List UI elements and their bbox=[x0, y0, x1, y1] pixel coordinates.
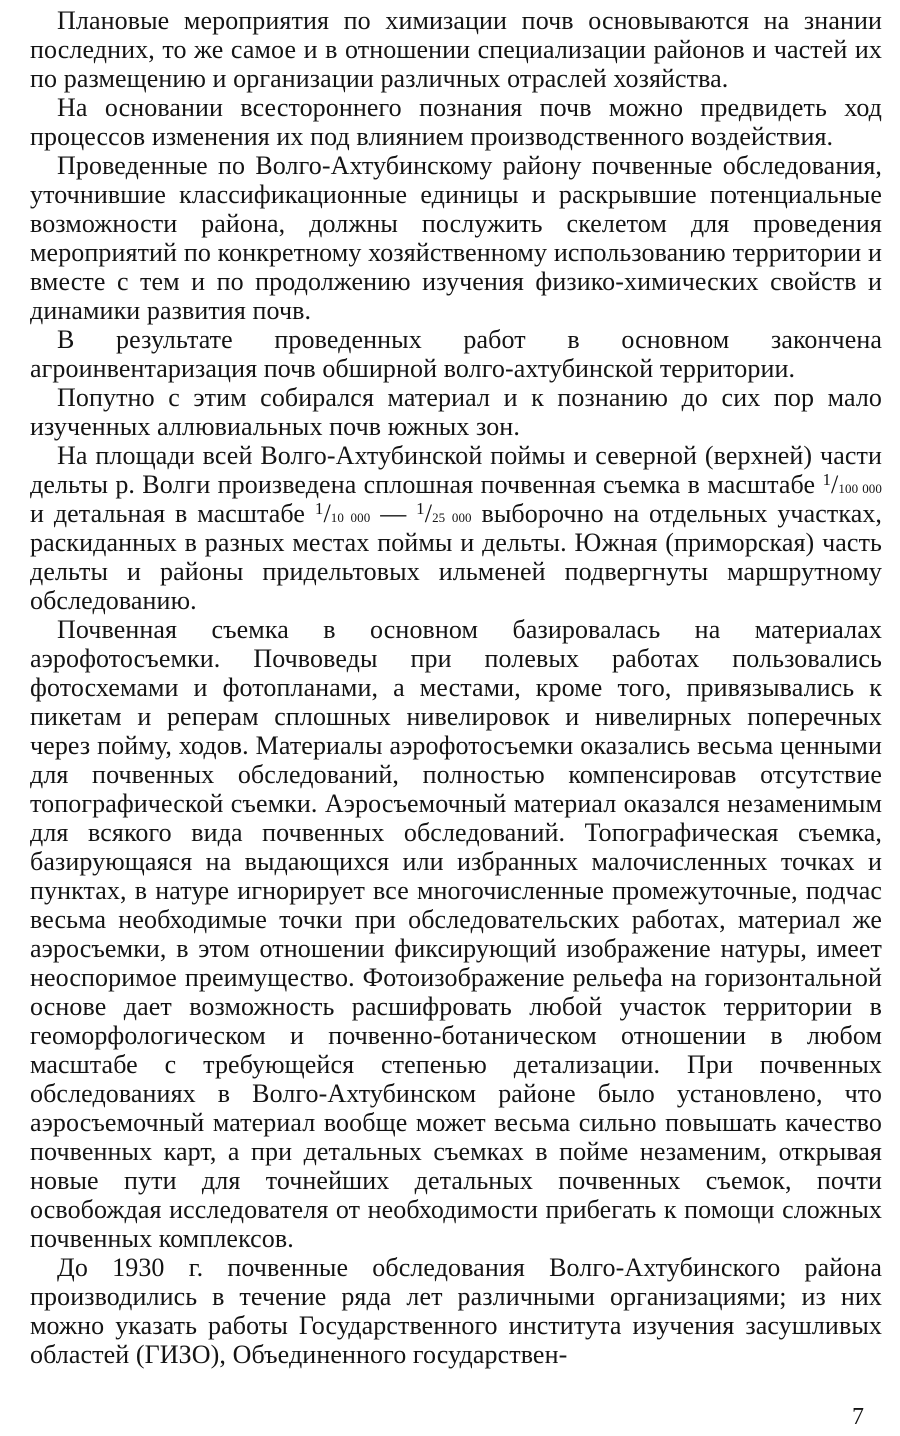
scale-3-numerator: 1 bbox=[416, 499, 425, 518]
paragraph-agro-inventory: В результате проведенных работ в основном закончена агроинвентаризация почв обширной волго-ахтубинской территории. bbox=[30, 325, 882, 383]
paragraph-soil-knowledge: На основании всестороннего познания почв можно предвидеть ход процессов изменения их под влиянием производственного воздействия. bbox=[30, 93, 882, 151]
paragraph-survey-results: Проведенные по Волго-Ахтубинскому району почвенные обследования, уточнившие классификационные единицы и раскрывшие потенциальные возможности района, должны послужить скелетом для проведения мероприятий по конкретному хозяйственному использованию территории и вместе с тем и по продолжению изучения физико-химических свойств и динамики развития почв. bbox=[30, 151, 882, 325]
scale-1-numerator: 1 bbox=[822, 470, 832, 489]
scale-dash: — bbox=[380, 499, 407, 528]
paragraph-survey-scales bbox=[30, 441, 882, 615]
paragraph-chemicalization: Плановые мероприятия по химизации почв основываются на знании последних, то же самое и в отношении специализации районов и частей их по размещению и организации различных отраслей хозяйства. bbox=[30, 6, 882, 93]
scale-1-denominator: 100 000 bbox=[838, 481, 882, 496]
page-number: 7 bbox=[852, 1404, 864, 1430]
survey-text-part-1: На площади всей Волго-Ахтубинской поймы и северной (верхней) части дельты р. Волги произведена сплошная почвенная съемка в масштабе bbox=[30, 441, 882, 499]
paragraph-surveys-before-1930: До 1930 г. почвенные обследования Волго-Ахтубинского района производились в течение ряда лет различными организациями; из них можно указать работы Государственного института изучения засушливых областей (ГИЗО), Объединенного государствен- bbox=[30, 1253, 882, 1369]
book-page bbox=[30, 6, 882, 1430]
scale-2-denominator: 10 000 bbox=[330, 510, 371, 525]
paragraph-aerial-photography: Почвенная съемка в основном базировалась на материалах аэрофотосъемки. Почвоведы при полевых работах пользовались фотосхемами и фотопланами, а местами, кроме того, привязывались к пикетам и реперам сплошных нивелировок и нивелирных поперечных через пойму, ходов. Материалы аэрофотосъемки оказались весьма ценными для почвенных обследований, полностью компенсировав отсутствие топографической съемки. Аэросъемочный материал оказался незаменимым для всякого вида почвенных обследований. Топографическая съемка, базирующаяся на выдающихся или избранных малочисленных точках и пунктах, в натуре игнорирует все многочисленные промежуточные, подчас весьма необходимые точки при обследовательских работах, материал же аэросъемки, в этом отношении фиксирующий изображение натуры, имеет неоспоримое преимущество. Фотоизображение рельефа на горизонтальной основе дает возможность расшифровать любой участок территории в геоморфологическом и почвенно-ботаническом отношении в любом масштабе с требующейся степенью детализации. При почвенных обследованиях в Волго-Ахтубинском районе было установлено, что аэросъемочный материал вообще может весьма сильно повышать качество почвенных карт, а при детальных съемках в пойме незаменим, открывая новые пути для точнейших детальных почвенных съемок, почти освобождая исследователя от необходимости прибегать к помощи сложных почвенных комплексов. bbox=[30, 615, 882, 1253]
scale-3-denominator: 25 000 bbox=[432, 510, 472, 525]
survey-text-part-2: и детальная в масштабе bbox=[30, 499, 306, 528]
scale-fraction-1: $^1$/100 000 bbox=[822, 470, 882, 499]
scale-fraction-2: $^1$/10 000 bbox=[314, 499, 371, 528]
scale-2-numerator: 1 bbox=[314, 499, 324, 518]
survey-text-part-3: выборочно на отдельных участках, раскиданных в разных местах поймы и дельты. Южная (приморская) часть дельты и районы придельтовых ильменей подвергнуты маршрутному обследованию. bbox=[30, 499, 883, 615]
paragraph-alluvial-soils: Попутно с этим собирался материал и к познанию до сих пор мало изученных аллювиальных почв южных зон. bbox=[30, 383, 882, 441]
scale-fraction-3: $^1$/25 000 bbox=[416, 499, 472, 528]
